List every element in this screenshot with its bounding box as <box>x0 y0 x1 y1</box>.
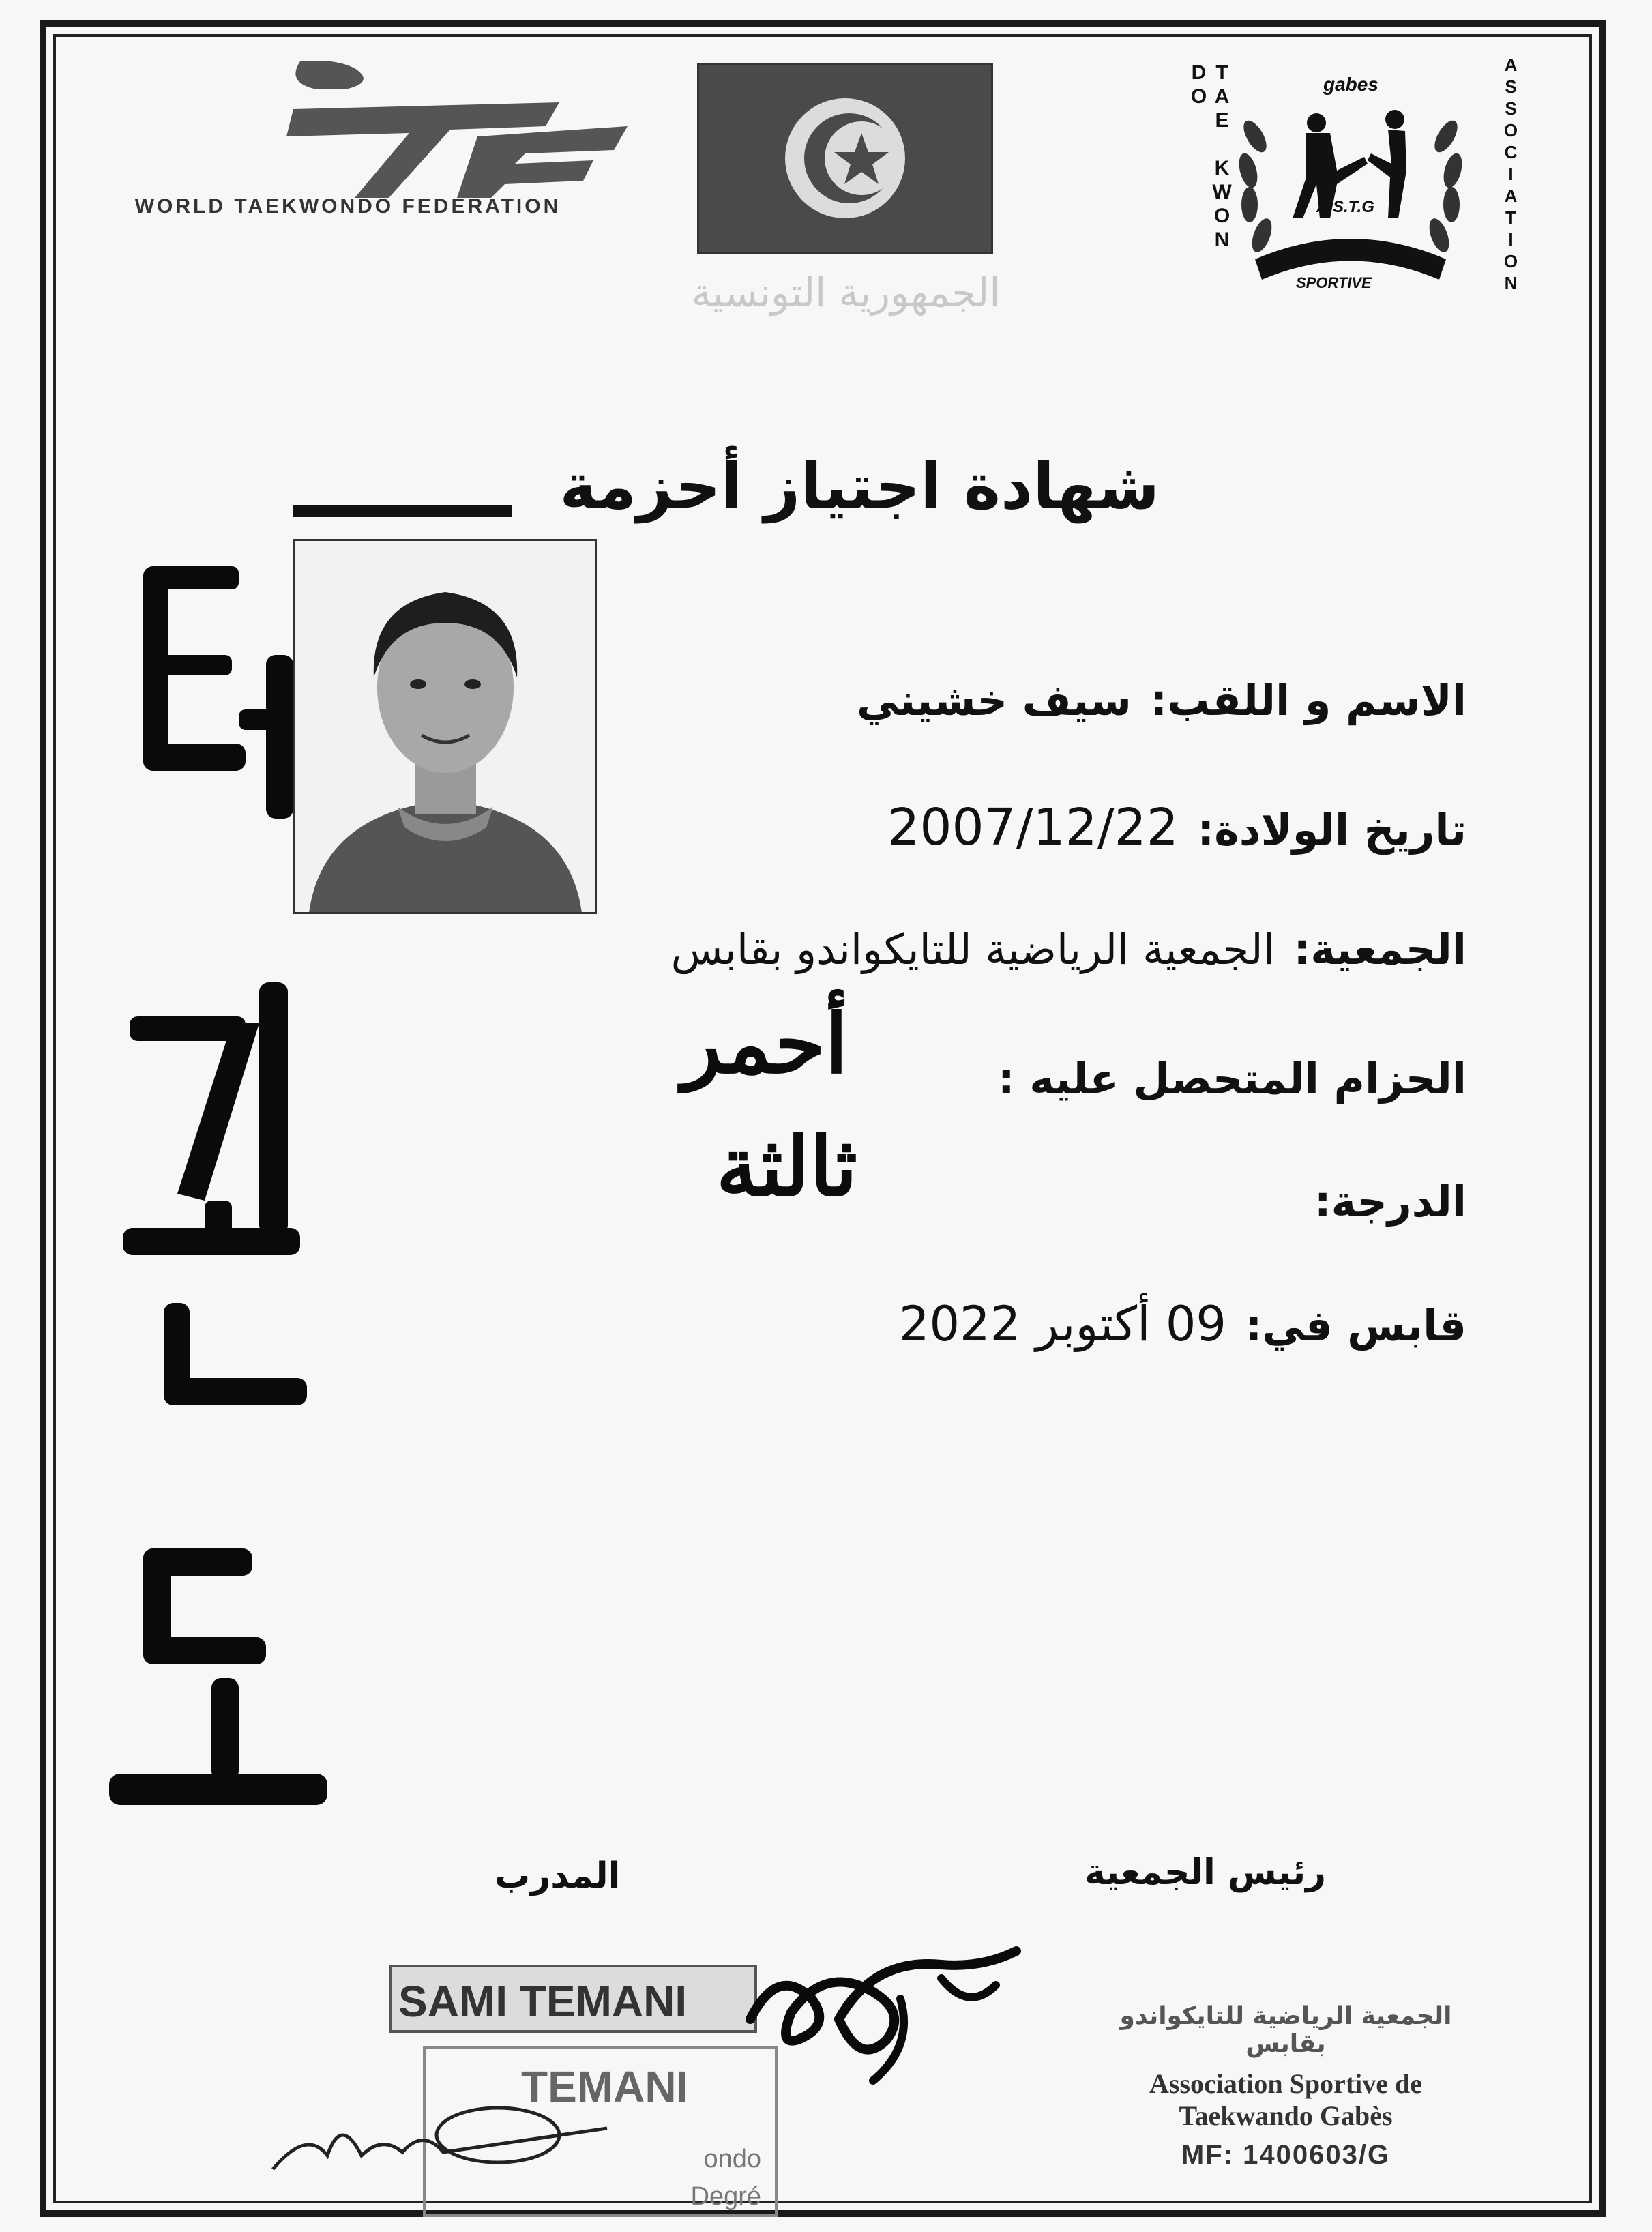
wtf-logo <box>109 61 587 218</box>
place-date-field <box>899 1296 1466 1352</box>
belt-field <box>998 1054 1466 1104</box>
wtf-text: WORLD TAEKWONDO FEDERATION <box>134 195 561 218</box>
club-label: الجمعية: <box>1293 924 1466 974</box>
name-label: الاسم و اللقب: <box>1150 675 1466 725</box>
president-signature-icon <box>737 1937 1037 2087</box>
president-label: رئيس الجمعية <box>1085 1852 1327 1893</box>
club-logo-left-text: TAE KWON DO <box>1188 61 1233 252</box>
place-label: قابس في: <box>1245 1301 1466 1351</box>
title-underline <box>293 505 512 517</box>
association-stamp-french: Association Sportive de Taekwando Gabès <box>1149 2068 1422 2131</box>
coach-name-stamp: SAMI TEMANI <box>389 1965 757 2033</box>
degree-field <box>1314 1177 1466 1227</box>
association-stamp-mf: MF: 1400603/G <box>1181 2140 1391 2170</box>
student-photo <box>293 539 597 914</box>
coach-degree-stamp-line1: ondo <box>703 2145 761 2173</box>
belt-value-handwritten: أحمر <box>682 996 849 1092</box>
laurel-fighters-icon <box>1228 82 1473 293</box>
coach-label: المدرب <box>495 1855 621 1896</box>
association-stamp-arabic: الجمعية الرياضية للتايكواندو بقابس <box>1119 2002 1452 2058</box>
name-value: سيف خشيني <box>856 675 1132 725</box>
club-logo-initials: A.S.T.G <box>1316 198 1374 216</box>
belt-label: الحزام المتحصل عليه : <box>997 1054 1466 1104</box>
club-logo-sportive: SPORTIVE <box>1296 274 1372 291</box>
place-date-value: 09 أكتوبر 2022 <box>898 1296 1226 1352</box>
association-stamp <box>1091 2002 1480 2171</box>
degree-label: الدرجة: <box>1314 1177 1466 1227</box>
birth-label: تاريخ الولادة: <box>1197 805 1466 855</box>
coach-degree-stamp-name: TEMANI <box>521 2062 689 2111</box>
club-logo-city: gabes <box>1323 74 1378 95</box>
coach-degree-stamp-line2: Degré <box>690 2182 761 2211</box>
wtf-emblem-icon <box>273 61 655 198</box>
degree-value-handwritten: ثالثة <box>716 1119 858 1215</box>
birth-value: 2007/12/22 <box>887 798 1179 857</box>
club-logo-right-text: ASSOCIATION <box>1501 55 1521 295</box>
republic-text: الجمهورية التونسية <box>691 269 1001 316</box>
tunisian-flag-icon <box>697 63 993 254</box>
name-field <box>857 675 1466 725</box>
coach-signature-icon <box>266 2087 621 2176</box>
club-field <box>671 924 1466 974</box>
certificate-title: شهادة اجتياز أحزمة <box>559 450 1160 523</box>
club-logo <box>1187 55 1521 314</box>
club-value: الجمعية الرياضية للتايكواندو بقابس <box>670 924 1275 974</box>
birth-field <box>887 798 1466 857</box>
